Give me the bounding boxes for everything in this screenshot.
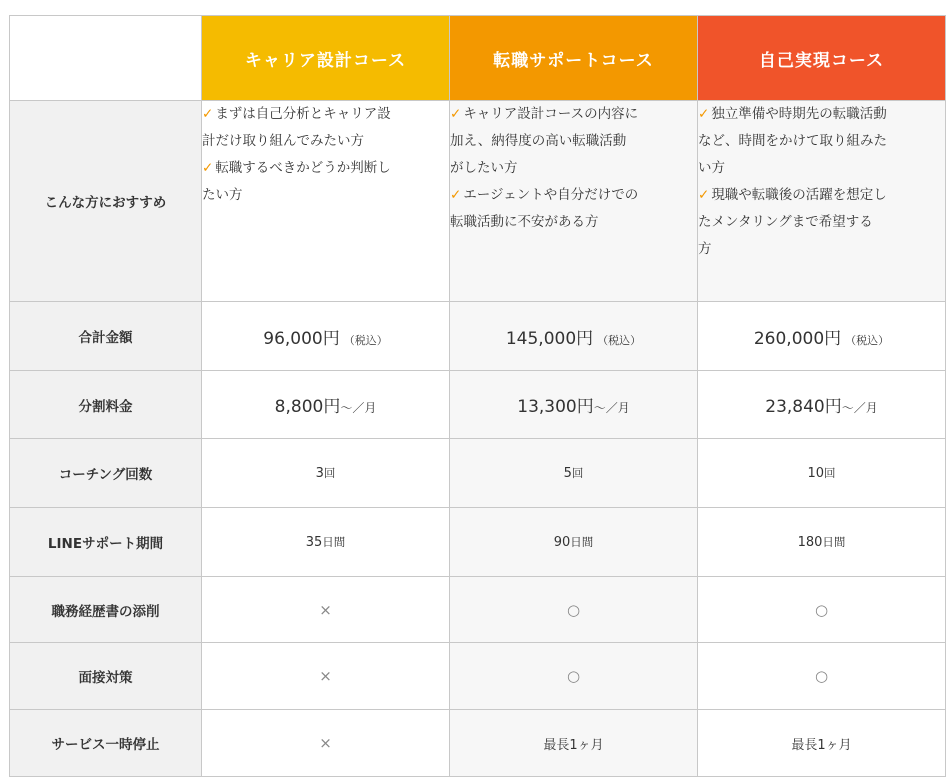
recommend-line	[202, 182, 449, 209]
check-icon: ✓	[698, 106, 710, 122]
recommend-line	[698, 155, 945, 182]
pause-cell-2	[450, 710, 698, 777]
recommend-line	[202, 101, 449, 128]
recommend-text: まずは自己分析とキャリア設	[215, 106, 391, 122]
recommend-text: 現職や転職後の活躍を想定し	[711, 187, 887, 203]
coaching-value: 5	[563, 466, 572, 481]
price-cell-3	[698, 302, 946, 371]
row-installment	[10, 371, 946, 439]
installment-value: 23,840円	[765, 397, 842, 417]
installment-value: 8,800円	[274, 397, 341, 417]
price-cell-2	[450, 302, 698, 371]
installment-cell-1	[202, 371, 450, 439]
recommend-text: など、時間をかけて取り組みた	[698, 133, 887, 149]
unavailable-mark: ×	[319, 667, 332, 685]
recommend-line	[202, 155, 449, 182]
line-support-cell-2	[450, 508, 698, 577]
price-value: 96,000円	[263, 328, 340, 349]
row-label-recommend: こんな方におすすめ	[10, 101, 202, 302]
line-support-cell-1	[202, 508, 450, 577]
per-month-suffix: ～／月	[841, 401, 878, 415]
pause-period: 最長1ヶ月	[791, 737, 852, 753]
check-icon: ✓	[698, 187, 710, 203]
row-coaching-count	[10, 439, 946, 508]
line-support-unit: 日間	[322, 535, 346, 549]
row-label-total-price: 合計金額	[10, 302, 202, 371]
recommend-line	[450, 155, 697, 182]
price-cell-1	[202, 302, 450, 371]
installment-cell-3	[698, 371, 946, 439]
row-line-support	[10, 508, 946, 577]
interview-cell-3	[698, 643, 946, 710]
recommend-text: キャリア設計コースの内容に	[463, 106, 639, 122]
recommend-line	[450, 182, 697, 209]
available-mark: ○	[566, 667, 581, 685]
recommend-line	[698, 182, 945, 209]
row-total-price	[10, 302, 946, 371]
coaching-unit: 回	[824, 466, 836, 480]
recommend-text: エージェントや自分だけでの	[463, 187, 639, 203]
coaching-unit: 回	[323, 466, 336, 480]
pause-cell-3	[698, 710, 946, 777]
available-mark: ○	[814, 600, 829, 619]
coaching-unit: 回	[571, 466, 584, 480]
coaching-cell-3	[698, 439, 946, 508]
course-header-row	[10, 16, 946, 101]
coaching-value: 10	[807, 466, 825, 481]
per-month-suffix: ～／月	[340, 401, 377, 415]
recommend-text: 計だけ取り組んでみたい方	[202, 133, 364, 149]
line-support-value: 90	[553, 535, 571, 550]
recommend-text: 加え、納得度の高い転職活動	[450, 133, 627, 149]
row-label-installment: 分割料金	[10, 371, 202, 439]
recommend-text: 転職するべきかどうか判断し	[215, 160, 391, 176]
per-month-suffix: ～／月	[593, 401, 630, 415]
resume-cell-3	[698, 577, 946, 643]
tax-note: （税込）	[343, 333, 388, 347]
interview-cell-1	[202, 643, 450, 710]
table-corner	[10, 16, 202, 101]
recommend-text: たい方	[202, 187, 243, 203]
available-mark: ○	[566, 600, 581, 619]
recommend-text: 方	[698, 241, 712, 257]
check-icon: ✓	[202, 160, 214, 176]
course-comparison-table	[9, 15, 946, 777]
interview-cell-2	[450, 643, 698, 710]
row-label-service-pause: サービス一時停止	[10, 710, 202, 777]
line-support-value: 35	[305, 535, 323, 550]
price-value: 260,000円	[753, 328, 842, 349]
row-label-resume-review: 職務経歴書の添削	[10, 577, 202, 643]
unavailable-mark: ×	[319, 734, 332, 752]
course-header-job-change-support: 転職サポートコース	[450, 16, 698, 101]
recommend-line	[450, 128, 697, 155]
tax-note: （税込）	[597, 333, 642, 347]
recommend-cell-2	[450, 101, 698, 302]
recommend-cell-3	[698, 101, 946, 302]
recommend-text: い方	[698, 160, 725, 176]
price-value: 145,000円	[505, 328, 594, 349]
available-mark: ○	[814, 667, 829, 685]
pause-cell-1	[202, 710, 450, 777]
line-support-value: 180	[797, 535, 823, 550]
line-support-unit: 日間	[570, 535, 594, 549]
recommend-text: 独立準備や時期先の転職活動	[711, 106, 887, 122]
recommend-line	[698, 209, 945, 236]
recommend-line	[450, 209, 697, 236]
unavailable-mark: ×	[319, 600, 332, 619]
installment-cell-2	[450, 371, 698, 439]
course-header-career-design: キャリア設計コース	[202, 16, 450, 101]
row-recommend	[10, 101, 946, 302]
tax-note: （税込）	[845, 333, 890, 347]
recommend-line	[698, 128, 945, 155]
course-header-self-realization: 自己実現コース	[698, 16, 946, 101]
recommend-text: たメンタリングまで希望する	[698, 214, 873, 230]
row-service-pause	[10, 710, 946, 777]
recommend-text: 転職活動に不安がある方	[450, 214, 599, 230]
check-icon: ✓	[450, 187, 462, 203]
coaching-value: 3	[315, 466, 324, 481]
coaching-cell-1	[202, 439, 450, 508]
check-icon: ✓	[202, 106, 214, 122]
line-support-unit: 日間	[822, 535, 846, 549]
pause-period: 最長1ヶ月	[543, 737, 604, 753]
recommend-text: がしたい方	[450, 160, 518, 176]
installment-value: 13,300円	[517, 397, 594, 417]
row-interview-prep	[10, 643, 946, 710]
resume-cell-2	[450, 577, 698, 643]
resume-cell-1	[202, 577, 450, 643]
row-label-line-support: LINEサポート期間	[10, 508, 202, 577]
recommend-cell-1	[202, 101, 450, 302]
recommend-line	[202, 128, 449, 155]
line-support-cell-3	[698, 508, 946, 577]
row-resume-review	[10, 577, 946, 643]
recommend-line	[698, 101, 945, 128]
row-label-interview-prep: 面接対策	[10, 643, 202, 710]
coaching-cell-2	[450, 439, 698, 508]
recommend-line	[698, 236, 945, 263]
check-icon: ✓	[450, 106, 462, 122]
row-label-coaching-count: コーチング回数	[10, 439, 202, 508]
recommend-line	[450, 101, 697, 128]
